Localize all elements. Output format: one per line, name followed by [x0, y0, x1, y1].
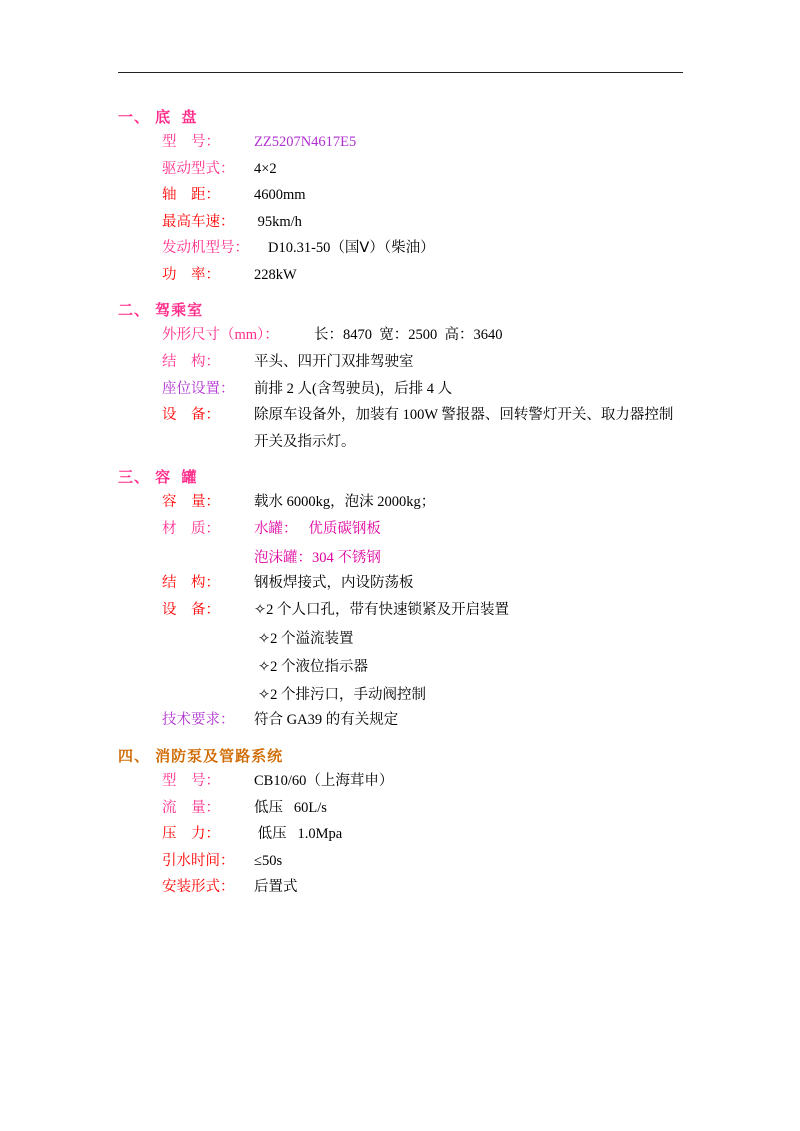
- spec-value: 前排 2 人(含驾驶员)，后排 4 人: [254, 380, 453, 397]
- spec-row: [162, 493, 688, 513]
- spec-row: [162, 380, 688, 400]
- spec-value: 水罐： 优质碳钢板: [254, 520, 381, 537]
- spec-value-sub: 泡沫罐：304 不锈钢: [254, 550, 381, 567]
- spec-label: 结 构：: [162, 575, 220, 592]
- spec-label: 型 号：: [162, 773, 220, 789]
- spec-value: ZZ5207N4617E5: [254, 134, 357, 150]
- spec-value: 符合 GA39 的有关规定: [254, 712, 399, 729]
- spec-value: CB10/60（上海茸申）: [254, 773, 394, 789]
- spec-value: 长：8470 宽：2500 高：3640: [314, 327, 503, 344]
- bullet-item: ✧2 个液位指示器: [258, 659, 369, 676]
- section-heading-chassis: 一、 底 盘: [118, 109, 198, 126]
- spec-value: [254, 601, 688, 621]
- spec-value: 228kW: [254, 266, 297, 283]
- spec-row: [162, 353, 688, 373]
- spec-value: 钢板焊接式，内设防荡板: [254, 575, 414, 592]
- spec-label: 引水时间：: [162, 852, 235, 869]
- spec-value: 4×2: [254, 160, 277, 177]
- spec-row: [162, 799, 688, 819]
- section-heading-tank: 三、 容 罐: [118, 469, 198, 487]
- spec-row: [162, 878, 688, 898]
- spec-row: [162, 186, 688, 206]
- spec-value: D10.31-50（国Ⅴ）（柴油）: [268, 240, 435, 257]
- spec-label: 发动机型号：: [162, 240, 249, 257]
- spec-label: 设 备：: [162, 601, 220, 618]
- spec-row: [162, 711, 688, 731]
- spec-label: 功 率：: [162, 266, 220, 283]
- bullet-item: ✧2 个排污口，手动阀控制: [258, 687, 427, 704]
- spec-label: 安装形式：: [162, 879, 235, 896]
- spec-row: [162, 133, 688, 153]
- spec-row: [162, 266, 688, 286]
- spec-label: 外形尺寸（mm）：: [162, 327, 279, 344]
- spec-row: [162, 160, 688, 180]
- spec-value: 95km/h: [254, 213, 302, 230]
- document-body: [118, 92, 688, 905]
- spec-value-continuation: 开关及指示灯。: [254, 433, 356, 450]
- spec-label: 最高车速：: [162, 213, 235, 230]
- spec-label: 容 量：: [162, 494, 220, 511]
- header-rule: [118, 72, 683, 73]
- spec-row: [162, 213, 688, 233]
- spec-value: 后置式: [254, 879, 298, 896]
- spec-label: 设 备：: [162, 407, 220, 424]
- spec-value: 平头、四开门双排驾驶室: [254, 353, 414, 370]
- spec-label: 型 号：: [162, 134, 220, 150]
- spec-row: [162, 326, 688, 346]
- spec-value-text: 2 个人口孔，带有快速锁紧及开启装置: [266, 601, 510, 618]
- spec-row: [162, 520, 688, 540]
- bullet-item: ✧2 个溢流装置: [258, 631, 354, 648]
- spec-row: [162, 574, 688, 594]
- spec-value: 低压 1.0Mpa: [254, 826, 343, 843]
- spec-label: 驱动型式：: [162, 160, 235, 177]
- section-heading-pump: 四、 消防泵及管路系统: [118, 748, 284, 765]
- spec-row: [162, 852, 688, 872]
- spec-row: [162, 825, 688, 845]
- spec-label: 压 力：: [162, 826, 220, 843]
- spec-label: 材 质：: [162, 520, 220, 537]
- spec-label: 轴 距：: [162, 187, 220, 204]
- spec-label: 座位设置：: [162, 380, 235, 397]
- spec-label: 流 量：: [162, 799, 220, 816]
- spec-row: [162, 772, 688, 792]
- section-heading-cab: 二、 驾乘室: [118, 302, 204, 320]
- spec-value: 4600mm: [254, 187, 306, 204]
- spec-row: [162, 406, 688, 426]
- diamond-bullet-icon: ✧: [254, 601, 267, 618]
- spec-row: [162, 601, 688, 621]
- spec-row: [162, 239, 688, 259]
- spec-label: 技术要求：: [162, 712, 235, 729]
- spec-value: ≤50s: [254, 852, 283, 869]
- spec-value: 载水 6000kg，泡沫 2000kg；: [254, 494, 436, 511]
- spec-value: 低压 60L/s: [254, 799, 327, 816]
- spec-value: 除原车设备外，加装有 100W 警报器、回转警灯开关、取力器控制: [254, 407, 674, 424]
- spec-label: 结 构：: [162, 353, 220, 370]
